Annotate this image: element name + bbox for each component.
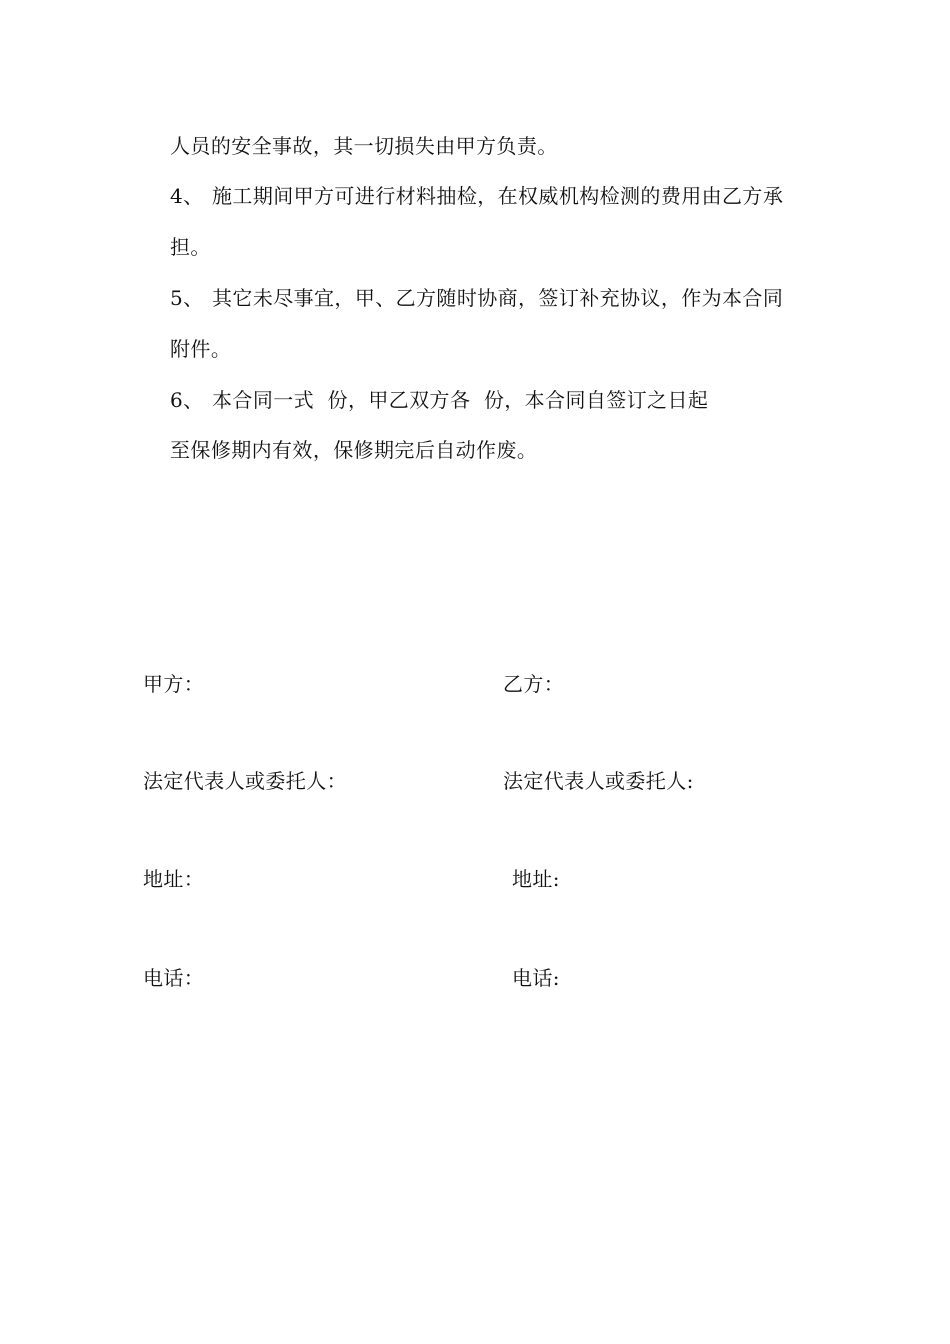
clause-text: 其它未尽事宜，甲、乙方随时协商，签订补充协议，作为本合同 bbox=[212, 286, 784, 310]
party-b-representative-label: 法定代表人或委托人: bbox=[503, 769, 694, 793]
party-a-representative-label: 法定代表人或委托人： bbox=[143, 769, 347, 793]
line-text: 至保修期内有效，保修期完后自动作废。 bbox=[170, 438, 538, 462]
clause-5 bbox=[143, 262, 783, 334]
clause-number: 5、 bbox=[170, 286, 204, 310]
party-b-label: 乙方： bbox=[503, 672, 565, 696]
clause-text: 本合同一式 份，甲乙双方各 份，本合同自签订之日起 bbox=[212, 388, 709, 412]
party-b-address-label: 地址: bbox=[512, 867, 560, 891]
clause-4 bbox=[143, 160, 783, 232]
party-b-phone-label: 电话: bbox=[512, 966, 560, 990]
line-text: 担。 bbox=[170, 235, 211, 259]
line-text: 人员的安全事故，其一切损失由甲方负责。 bbox=[170, 134, 558, 158]
clause-number: 6、 bbox=[170, 388, 204, 412]
line-text: 附件。 bbox=[170, 337, 232, 361]
party-a-phone-label: 电话： bbox=[143, 966, 205, 990]
clause-number: 4、 bbox=[170, 184, 204, 208]
paragraph-line bbox=[143, 414, 537, 486]
party-a-address-label: 地址： bbox=[143, 867, 205, 891]
party-a-label: 甲方： bbox=[143, 672, 205, 696]
clause-text: 施工期间甲方可进行材料抽检，在权威机构检测的费用由乙方承 bbox=[212, 184, 784, 208]
